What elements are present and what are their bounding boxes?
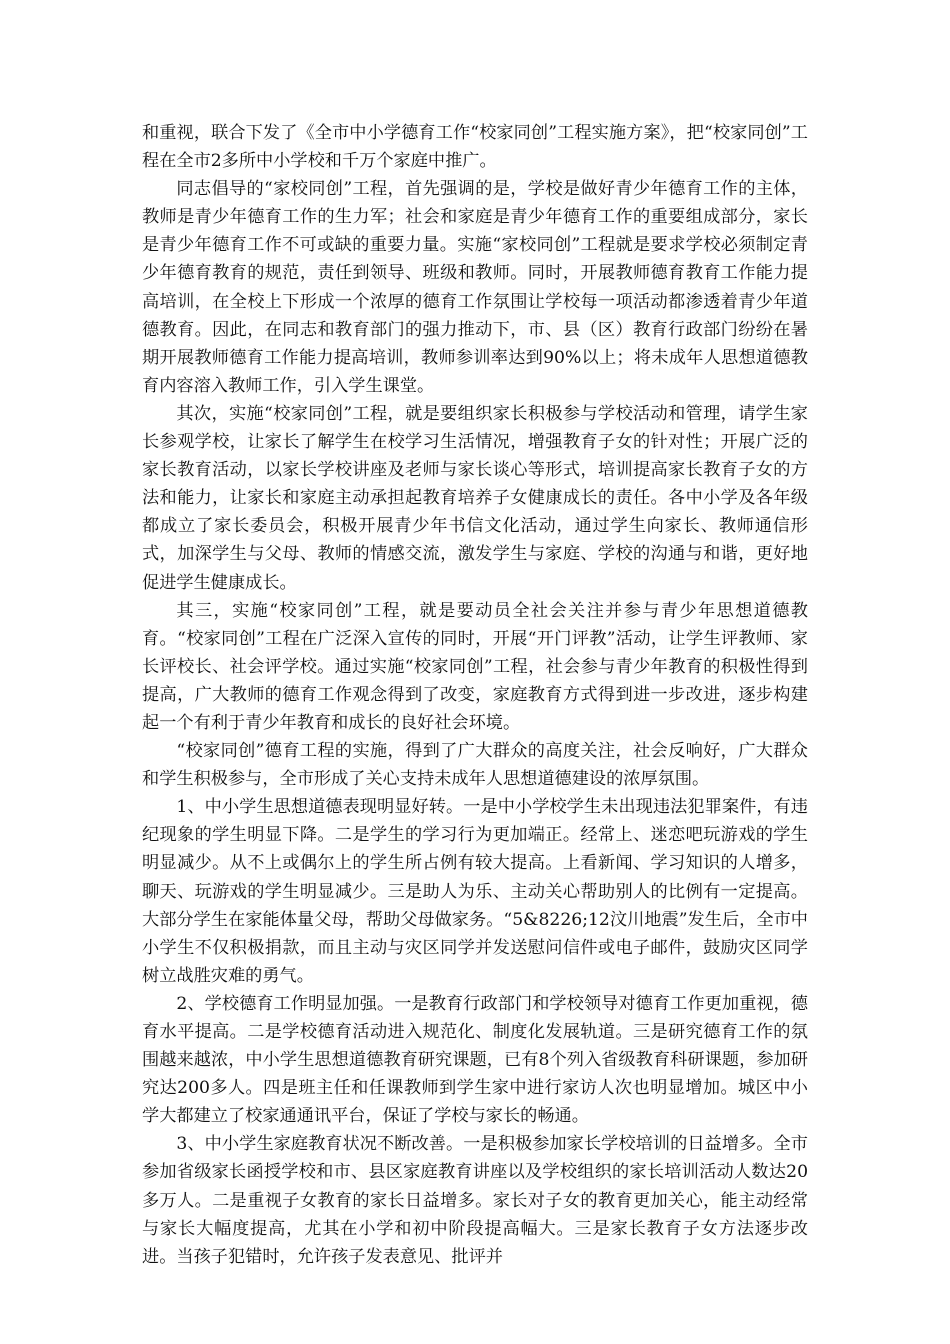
paragraph-6: 1、中小学生思想道德表现明显好转。一是中小学校学生未出现违法犯罪案件，有违纪现象的学生明显下降。二是学生的学习行为更加端正。经常上、迷恋吧玩游戏的学生明显减少。从不上或偶尔上的学生所占例有较大提高。上看新闻、学习知识的人增多，聊天、玩游戏的学生明显减少。三是助人为乐、主动关心帮助别人的比例有一定提高。大部分学生在家能体量父母，帮助父母做家务。“5&8226;12汶川地震”发生后，全市中小学生不仅积极捐款，而且主动与灾区同学并发送慰问信件或电子邮件，鼓励灾区同学树立战胜灾难的勇气。 xyxy=(142,797,808,986)
paragraph-1: 和重视，联合下发了《全市中小学德育工作“校家同创”工程实施方案》，把“校家同创”工程在全市2多所中小学校和千万个家庭中推广。 xyxy=(142,123,808,172)
paragraph-4: 其三，实施“校家同创”工程，就是要动员全社会关注并参与青少年思想道德教育。“校家同创”工程在广泛深入宣传的同时，开展“开门评教”活动，让学生评教师、家长评校长、社会评学校。通过实施“校家同创”工程，社会参与青少年教育的积极性得到提高，广大教师的德育工作观念得到了改变，家庭教育方式得到进一步改进，逐步构建起一个有利于青少年教育和成长的良好社会环境。 xyxy=(142,600,808,733)
paragraph-2: 同志倡导的“家校同创”工程，首先强调的是，学校是做好青少年德育工作的主体，教师是青少年德育工作的生力军；社会和家庭是青少年德育工作的重要组成部分，家长是青少年德育工作不可或缺的重要力量。实施“家校同创”工程就是要求学校必须制定青少年德育教育的规范，责任到领导、班级和教师。同时，开展教师德育教育工作能力提高培训，在全校上下形成一个浓厚的德育工作氛围让学校每一项活动都渗透着青少年道德教育。因此，在同志和教育部门的强力推动下，市、县（区）教育行政部门纷纷在暑期开展教师德育工作能力提高培训，教师参训率达到90%以上；将未成年人思想道德教育内容溶入教师工作，引入学生课堂。 xyxy=(142,179,808,396)
paragraph-5: “校家同创”德育工程的实施，得到了广大群众的高度关注，社会反响好，广大群众和学生积极参与，全市形成了关心支持未成年人思想道德建设的浓厚氛围。 xyxy=(142,741,808,790)
paragraph-8: 3、中小学生家庭教育状况不断改善。一是积极参加家长学校培训的日益增多。全市参加省级家长函授学校和市、县区家庭教育讲座以及学校组织的家长培训活动人数达20多万人。二是重视子女教育的家长日益增多。家长对子女的教育更加关心，能主动经常与家长大幅度提高，尤其在小学和初中阶段提高幅大。三是家长教育子女方法逐步改进。当孩子犯错时，允许孩子发表意见、批评并 xyxy=(142,1134,808,1267)
paragraph-3: 其次，实施“校家同创”工程，就是要组织家长积极参与学校活动和管理，请学生家长参观学校，让家长了解学生在校学习生活情况，增强教育子女的针对性；开展广泛的家长教育活动，以家长学校讲座及老师与家长谈心等形式，培训提高家长教育子女的方法和能力，让家长和家庭主动承担起教育培养子女健康成长的责任。各中小学及各年级都成立了家长委员会，积极开展青少年书信文化活动，通过学生向家长、教师通信形式，加深学生与父母、教师的情感交流，激发学生与家庭、学校的沟通与和谐，更好地促进学生健康成长。 xyxy=(142,403,808,593)
paragraph-7: 2、学校德育工作明显加强。一是教育行政部门和学校领导对德育工作更加重视，德育水平提高。二是学校德育活动进入规范化、制度化发展轨道。三是研究德育工作的氛围越来越浓，中小学生思想道德教育研究课题，已有8个列入省级教育科研课题，参加研究达200多人。四是班主任和任课教师到学生家中进行家访人次也明显增加。城区中小学大都建立了校家通通讯平台，保证了学校与家长的畅通。 xyxy=(142,993,808,1127)
document-body xyxy=(142,119,808,1271)
